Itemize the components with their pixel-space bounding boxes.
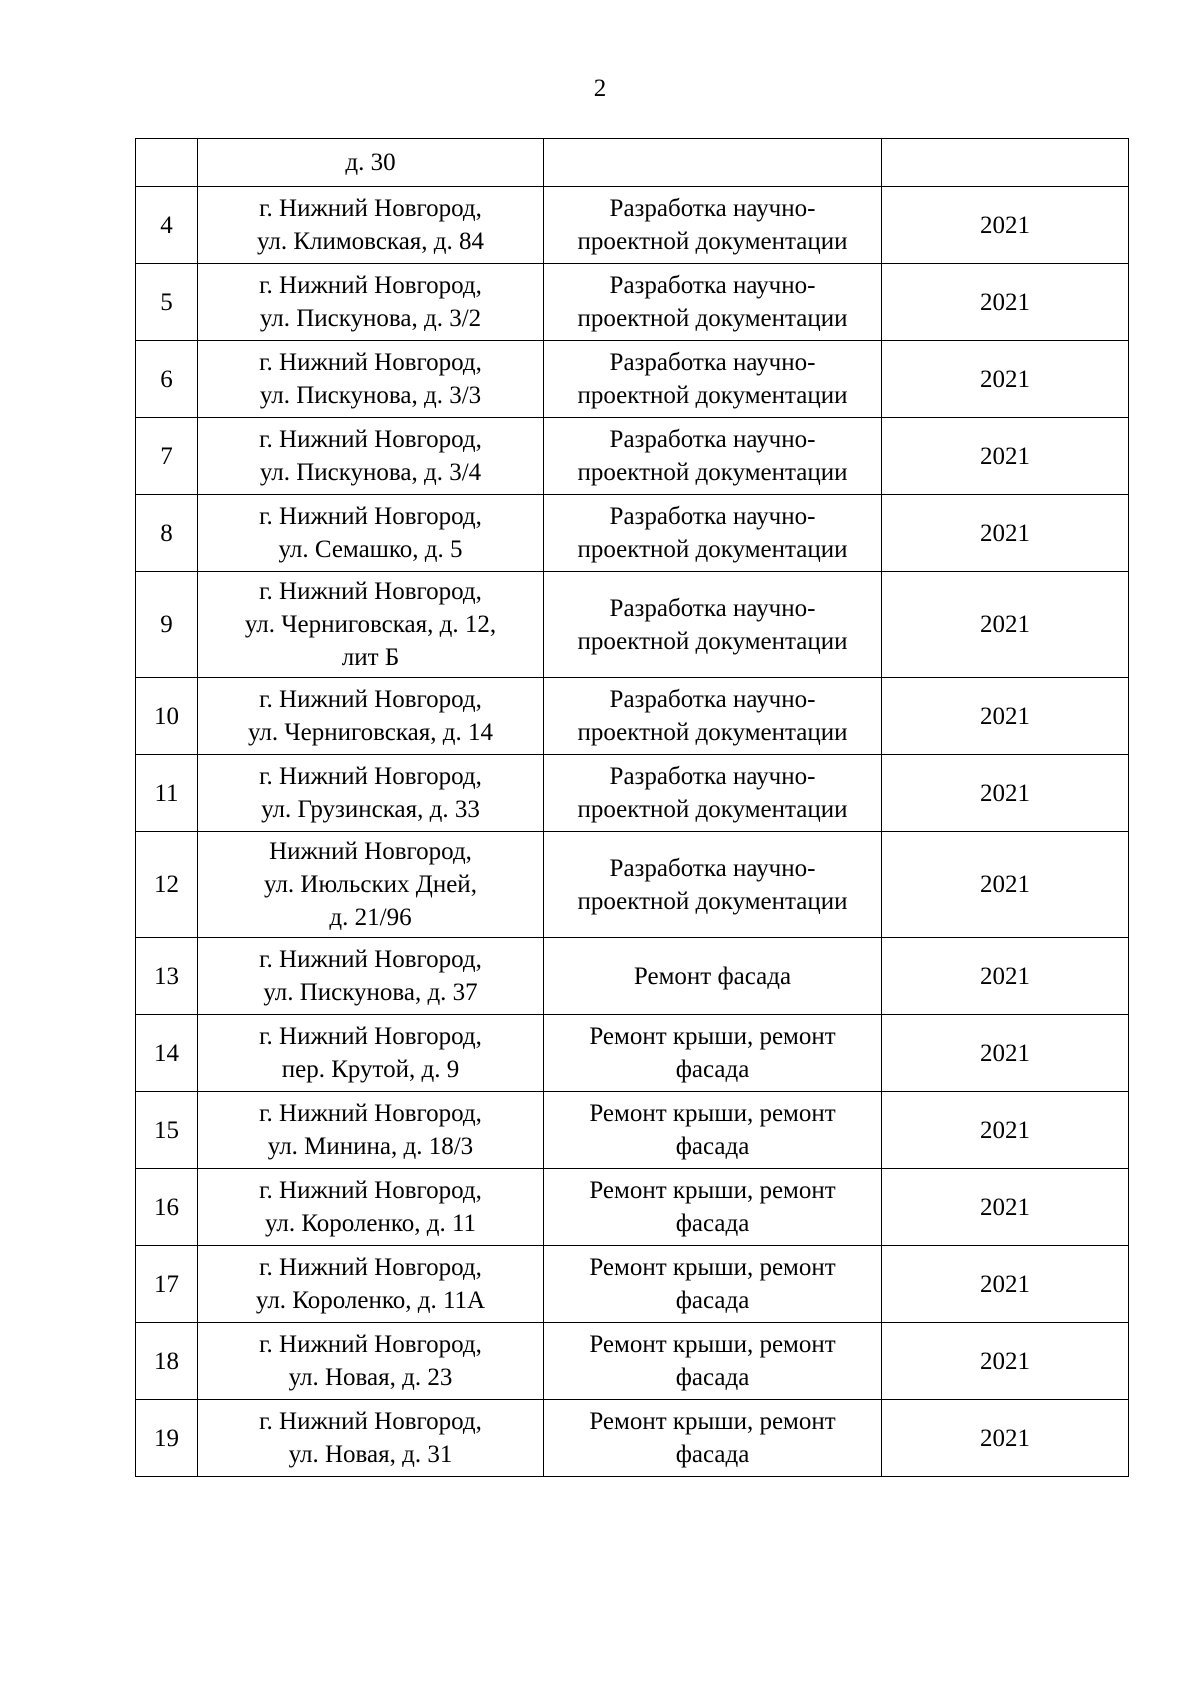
address-line: ул. Июльских Дней, xyxy=(264,871,477,898)
address-cell xyxy=(198,832,544,938)
row-number-cell: 10 xyxy=(136,678,198,755)
address-line: г. Нижний Новгород, xyxy=(259,349,482,376)
address-cell xyxy=(198,1015,544,1092)
row-number-cell: 6 xyxy=(136,341,198,418)
address-line: г. Нижний Новгород, xyxy=(259,686,482,713)
address-line: ул. Черниговская, д. 12, xyxy=(244,611,497,638)
work-type-line: Ремонт фасада xyxy=(633,962,792,990)
address-line: лит Б xyxy=(341,644,400,671)
address-line: г. Нижний Новгород, xyxy=(259,503,482,530)
table-row xyxy=(136,1169,1129,1246)
objects-table xyxy=(135,138,1129,1477)
work-type-line: Разработка научно- xyxy=(609,349,816,376)
work-type-cell xyxy=(544,1169,882,1246)
table-row xyxy=(136,139,1129,187)
work-type-line: Ремонт крыши, ремонт xyxy=(589,1023,836,1050)
work-type-cell xyxy=(544,187,882,264)
row-number-cell xyxy=(136,139,198,187)
work-type-line: Разработка научно- xyxy=(609,426,816,453)
work-type-line: Разработка научно- xyxy=(609,763,816,790)
year-cell: 2021 xyxy=(882,755,1129,832)
address-line: ул. Новая, д. 23 xyxy=(288,1364,453,1391)
address-line: ул. Климовская, д. 84 xyxy=(256,228,485,255)
work-type-cell xyxy=(544,341,882,418)
table-row xyxy=(136,187,1129,264)
address-cell xyxy=(198,938,544,1015)
work-type-line: фасада xyxy=(675,1133,750,1160)
work-type-line: проектной документации xyxy=(577,627,848,655)
row-number-cell: 9 xyxy=(136,572,198,678)
table-row xyxy=(136,1400,1129,1477)
address-cell xyxy=(198,495,544,572)
year-cell: 2021 xyxy=(882,832,1129,938)
work-type-line: Разработка научно- xyxy=(609,686,816,713)
year-cell: 2021 xyxy=(882,1015,1129,1092)
table-row xyxy=(136,495,1129,572)
address-line: г. Нижний Новгород, xyxy=(259,1331,482,1358)
work-type-cell xyxy=(544,264,882,341)
address-line: г. Нижний Новгород, xyxy=(259,426,482,453)
table-row xyxy=(136,938,1129,1015)
address-line: г. Нижний Новгород, xyxy=(259,1254,482,1281)
work-type-line: проектной документации xyxy=(577,382,848,409)
address-cell xyxy=(198,1323,544,1400)
year-cell: 2021 xyxy=(882,341,1129,418)
work-type-cell xyxy=(544,1400,882,1477)
year-cell: 2021 xyxy=(882,1169,1129,1246)
address-line: ул. Короленко, д. 11А xyxy=(255,1287,486,1314)
table-row xyxy=(136,1246,1129,1323)
work-type-cell xyxy=(544,418,882,495)
address-cell xyxy=(198,678,544,755)
work-type-cell xyxy=(544,1092,882,1169)
address-cell xyxy=(198,139,544,187)
address-line: г. Нижний Новгород, xyxy=(259,578,482,605)
work-type-line: фасада xyxy=(675,1287,750,1314)
table-row xyxy=(136,264,1129,341)
work-type-cell xyxy=(544,1323,882,1400)
work-type-line: Разработка научно- xyxy=(609,854,816,882)
address-cell xyxy=(198,1400,544,1477)
work-type-line: Ремонт крыши, ремонт xyxy=(589,1100,836,1127)
address-cell xyxy=(198,755,544,832)
address-line: д. 30 xyxy=(345,149,396,176)
row-number-cell: 8 xyxy=(136,495,198,572)
address-cell xyxy=(198,572,544,678)
year-cell: 2021 xyxy=(882,1323,1129,1400)
work-type-line: Ремонт крыши, ремонт xyxy=(589,1408,836,1435)
year-cell: 2021 xyxy=(882,264,1129,341)
work-type-cell xyxy=(544,139,882,187)
work-type-line: Разработка научно- xyxy=(609,272,816,299)
address-cell xyxy=(198,264,544,341)
work-type-line: фасада xyxy=(675,1364,750,1391)
table-row xyxy=(136,755,1129,832)
year-cell: 2021 xyxy=(882,495,1129,572)
table-row xyxy=(136,341,1129,418)
work-type-cell xyxy=(544,755,882,832)
row-number-cell: 16 xyxy=(136,1169,198,1246)
address-line: ул. Семашко, д. 5 xyxy=(278,536,463,563)
address-line: ул. Новая, д. 31 xyxy=(288,1441,453,1468)
address-line: г. Нижний Новгород, xyxy=(259,1023,482,1050)
row-number-cell: 4 xyxy=(136,187,198,264)
work-type-line: фасада xyxy=(675,1210,750,1237)
address-line: г. Нижний Новгород, xyxy=(259,195,482,222)
address-line: ул. Минина, д. 18/3 xyxy=(267,1133,474,1160)
address-cell xyxy=(198,1169,544,1246)
work-type-line: Ремонт крыши, ремонт xyxy=(589,1254,836,1281)
work-type-line: проектной документации xyxy=(577,305,848,332)
year-cell: 2021 xyxy=(882,678,1129,755)
address-line: ул. Короленко, д. 11 xyxy=(264,1210,477,1237)
address-cell xyxy=(198,1092,544,1169)
table-row xyxy=(136,832,1129,938)
work-type-cell xyxy=(544,678,882,755)
row-number-cell: 5 xyxy=(136,264,198,341)
work-type-line: проектной документации xyxy=(577,719,848,746)
address-cell xyxy=(198,187,544,264)
row-number-cell: 7 xyxy=(136,418,198,495)
work-type-cell xyxy=(544,572,882,678)
work-type-cell xyxy=(544,832,882,938)
work-type-line: Разработка научно- xyxy=(609,195,816,222)
year-cell xyxy=(882,139,1129,187)
year-cell: 2021 xyxy=(882,938,1129,1015)
work-type-line: Разработка научно- xyxy=(609,594,816,622)
address-line: Нижний Новгород, xyxy=(269,838,472,865)
address-line: ул. Грузинская, д. 33 xyxy=(261,796,480,823)
work-type-line: Разработка научно- xyxy=(609,503,816,530)
row-number-cell: 15 xyxy=(136,1092,198,1169)
table-row xyxy=(136,1092,1129,1169)
address-line: ул. Пискунова, д. 3/3 xyxy=(259,382,482,409)
work-type-cell xyxy=(544,1015,882,1092)
year-cell: 2021 xyxy=(882,418,1129,495)
row-number-cell: 14 xyxy=(136,1015,198,1092)
table-row xyxy=(136,572,1129,678)
table-row xyxy=(136,1015,1129,1092)
row-number-cell: 19 xyxy=(136,1400,198,1477)
table-body xyxy=(136,139,1129,1477)
address-cell xyxy=(198,1246,544,1323)
year-cell: 2021 xyxy=(882,1246,1129,1323)
year-cell: 2021 xyxy=(882,572,1129,678)
year-cell: 2021 xyxy=(882,187,1129,264)
row-number-cell: 11 xyxy=(136,755,198,832)
address-line: г. Нижний Новгород, xyxy=(259,763,482,790)
address-line: г. Нижний Новгород, xyxy=(259,1408,482,1435)
address-line: д. 21/96 xyxy=(329,904,412,931)
address-line: г. Нижний Новгород, xyxy=(259,1100,482,1127)
address-line: г. Нижний Новгород, xyxy=(259,1177,482,1204)
address-line: г. Нижний Новгород, xyxy=(259,272,482,299)
work-type-cell xyxy=(544,938,882,1015)
work-type-line: проектной документации xyxy=(577,887,848,915)
address-cell xyxy=(198,418,544,495)
row-number-cell: 18 xyxy=(136,1323,198,1400)
table-row xyxy=(136,1323,1129,1400)
row-number-cell: 17 xyxy=(136,1246,198,1323)
table-row xyxy=(136,418,1129,495)
work-type-line: фасада xyxy=(675,1056,750,1083)
work-type-line: Ремонт крыши, ремонт xyxy=(589,1331,836,1358)
address-cell xyxy=(198,341,544,418)
address-line: ул. Пискунова, д. 3/2 xyxy=(259,305,482,332)
address-line: г. Нижний Новгород, xyxy=(259,946,482,973)
row-number-cell: 12 xyxy=(136,832,198,938)
work-type-cell xyxy=(544,1246,882,1323)
work-type-line: проектной документации xyxy=(577,459,848,486)
address-line: ул. Пискунова, д. 37 xyxy=(263,979,478,1006)
address-line: ул. Черниговская, д. 14 xyxy=(248,719,493,746)
work-type-line: проектной документации xyxy=(577,228,848,255)
work-type-line: фасада xyxy=(675,1441,750,1468)
table-row xyxy=(136,678,1129,755)
work-type-line: проектной документации xyxy=(577,796,848,823)
address-line: ул. Пискунова, д. 3/4 xyxy=(259,459,482,486)
year-cell: 2021 xyxy=(882,1092,1129,1169)
work-type-line: Ремонт крыши, ремонт xyxy=(589,1177,836,1204)
year-cell: 2021 xyxy=(882,1400,1129,1477)
page-number: 2 xyxy=(593,75,607,102)
work-type-line: проектной документации xyxy=(577,536,848,563)
work-type-cell xyxy=(544,495,882,572)
row-number-cell: 13 xyxy=(136,938,198,1015)
address-line: пер. Крутой, д. 9 xyxy=(281,1056,460,1083)
